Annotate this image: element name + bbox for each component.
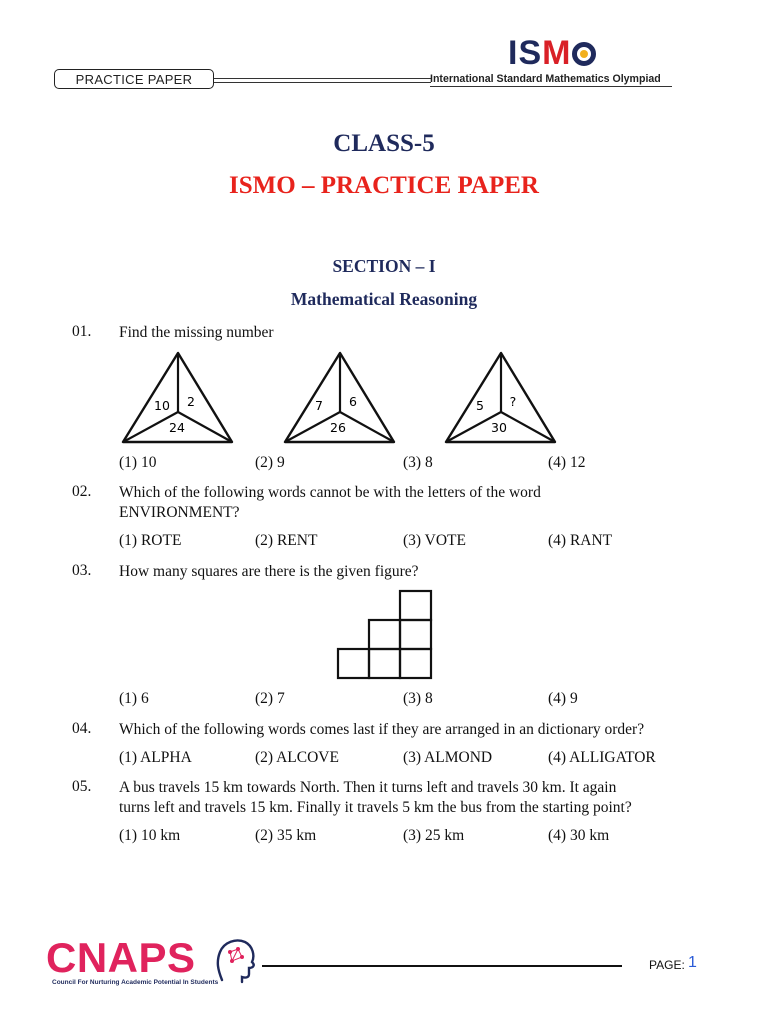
class-title: CLASS-5 xyxy=(333,130,435,157)
triangle-left-value: 7 xyxy=(315,398,323,413)
question-number: 03. xyxy=(72,562,92,579)
option-4[interactable]: (4) 30 km xyxy=(548,827,610,844)
triangle-figure xyxy=(285,353,394,442)
question-number: 02. xyxy=(72,483,92,500)
question-text: How many squares are there is the given figure? xyxy=(119,563,419,580)
option-3[interactable]: (3) 8 xyxy=(403,454,433,471)
question-text: ENVIRONMENT? xyxy=(119,504,240,521)
section-subject: Mathematical Reasoning xyxy=(290,289,478,309)
option-3[interactable]: (3) ALMOND xyxy=(403,749,493,766)
triangle-bottom-value: 30 xyxy=(491,420,507,435)
ismo-logo-o-icon xyxy=(572,42,596,66)
footer-divider xyxy=(262,965,622,967)
option-2[interactable]: (2) 9 xyxy=(255,454,285,471)
missing-number-triangles xyxy=(118,350,568,446)
brain-head-icon xyxy=(212,936,258,984)
page-number: 1 xyxy=(688,954,697,971)
option-4[interactable]: (4) 12 xyxy=(548,454,586,471)
triangle-left-value: 5 xyxy=(476,398,484,413)
option-4[interactable]: (4) 9 xyxy=(548,690,578,707)
option-2[interactable]: (2) 7 xyxy=(255,690,285,707)
squares-staircase-figure xyxy=(336,589,434,681)
triangle-figure xyxy=(123,353,232,442)
page-label: PAGE: xyxy=(649,958,685,972)
cnaps-logo: CNAPS xyxy=(46,934,196,981)
ismo-logo: ISM xyxy=(508,36,596,70)
triangle-right-value: 2 xyxy=(187,394,195,409)
question-number: 05. xyxy=(72,778,92,795)
section-heading: SECTION – I xyxy=(332,256,436,276)
triangle-figure xyxy=(446,353,555,442)
question-text: Which of the following words cannot be with the letters of the word xyxy=(119,484,541,501)
header-divider xyxy=(214,82,431,83)
option-4[interactable]: (4) RANT xyxy=(548,532,613,549)
paper-title: ISMO – PRACTICE PAPER xyxy=(229,172,539,199)
question-number: 01. xyxy=(72,323,92,340)
triangle-left-value: 10 xyxy=(154,398,170,413)
option-1[interactable]: (1) ALPHA xyxy=(119,749,192,766)
option-1[interactable]: (1) 6 xyxy=(119,690,149,707)
triangle-bottom-value: 24 xyxy=(169,420,185,435)
option-4[interactable]: (4) ALLIGATOR xyxy=(548,749,656,766)
cnaps-logo-subtitle: Council For Nurturing Academic Potential In Students xyxy=(52,979,219,986)
option-2[interactable]: (2) ALCOVE xyxy=(255,749,339,766)
option-3[interactable]: (3) VOTE xyxy=(403,532,466,549)
option-3[interactable]: (3) 8 xyxy=(403,690,433,707)
question-text: A bus travels 15 km towards North. Then it turns left and travels 30 km. It again xyxy=(119,779,617,796)
triangle-bottom-value: 26 xyxy=(330,420,346,435)
header-divider xyxy=(214,78,431,79)
ismo-logo-subtitle: International Standard Mathematics Olympiad xyxy=(430,73,672,87)
question-text: Find the missing number xyxy=(119,324,274,341)
option-3[interactable]: (3) 25 km xyxy=(403,827,465,844)
question-number: 04. xyxy=(72,720,92,737)
option-1[interactable]: (1) 10 km xyxy=(119,827,181,844)
option-1[interactable]: (1) ROTE xyxy=(119,532,182,549)
option-2[interactable]: (2) 35 km xyxy=(255,827,317,844)
triangle-right-value: ? xyxy=(509,394,517,409)
option-2[interactable]: (2) RENT xyxy=(255,532,318,549)
practice-paper-label: PRACTICE PAPER xyxy=(54,69,214,89)
question-text: turns left and travels 15 km. Finally it travels 5 km the bus from the starting point? xyxy=(119,799,632,816)
triangle-right-value: 6 xyxy=(349,394,357,409)
question-text: Which of the following words comes last if they are arranged in an dictionary order? xyxy=(119,721,645,738)
option-1[interactable]: (1) 10 xyxy=(119,454,157,471)
